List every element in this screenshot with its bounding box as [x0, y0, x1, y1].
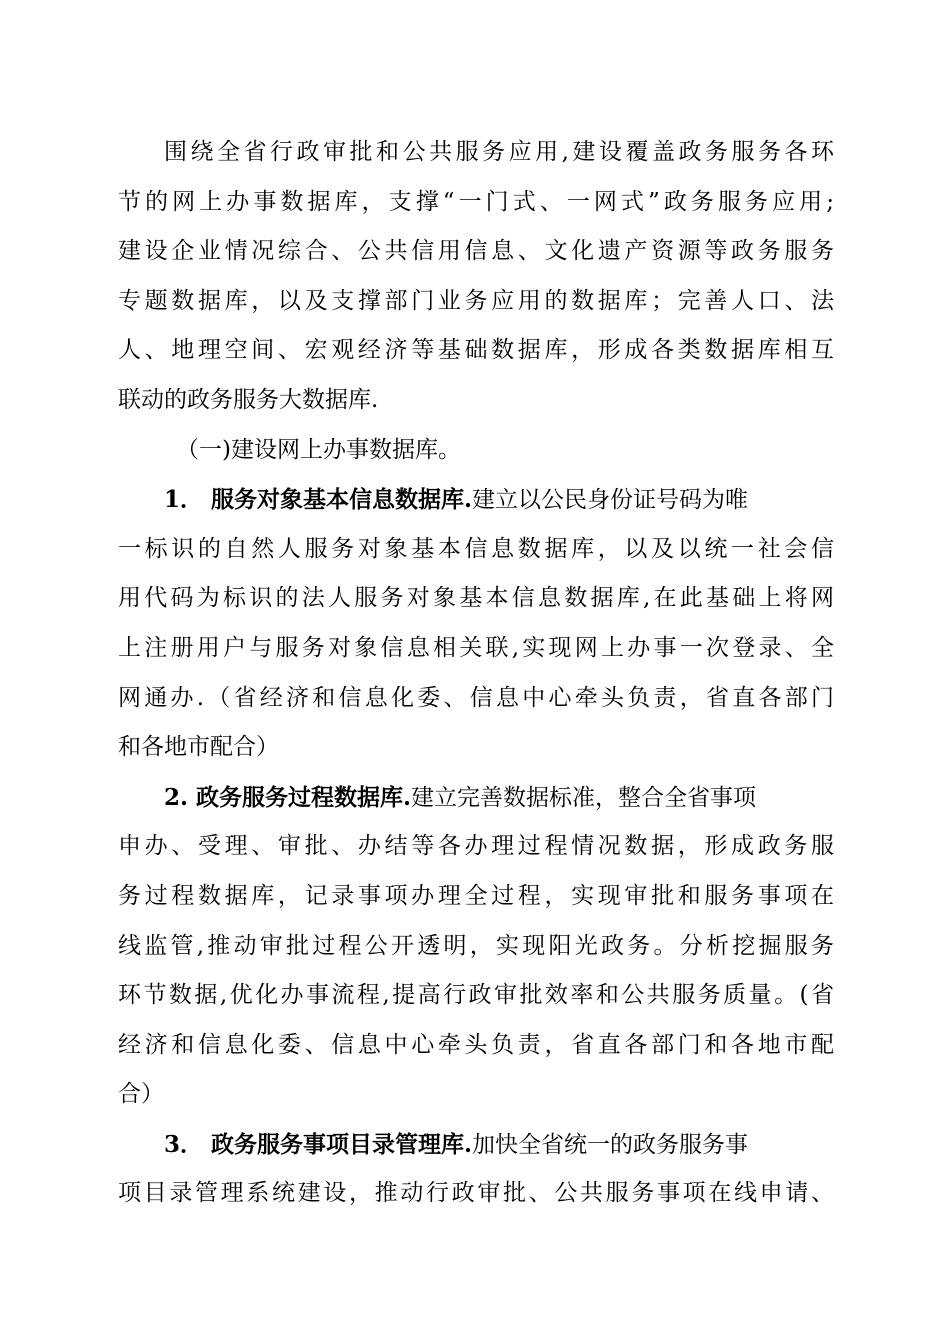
- section-heading: （一)建设网上办事数据库。: [176, 436, 461, 463]
- paragraph-1-line-5: 人、地理空间、宏观经济等基础数据库，形成各类数据库相互: [118, 337, 834, 364]
- item-3-line-2: 项目录管理系统建设，推动行政审批、公共服务事项在线申请、: [118, 1180, 834, 1207]
- item-2-line-7: 合）: [118, 1081, 164, 1108]
- item-2-title: 2. 政务服务过程数据库.: [164, 783, 412, 811]
- paragraph-1-line-3: 建设企业情况综合、公共信用信息、文化遗产资源等政务服务: [118, 238, 834, 265]
- item-1-first-line: [118, 475, 834, 525]
- item-2-text: 建立完善数据标准，整合全省事项: [411, 784, 757, 811]
- item-1-text: 建立以公民身份证号码为唯: [472, 487, 749, 514]
- item-3-text: 加快全省统一的政务服务事: [472, 1131, 749, 1158]
- item-2-line-2: 申办、受理、审批、办结等各办理过程情况数据，形成政务服: [118, 833, 834, 860]
- item-3-first-line: [118, 1120, 834, 1170]
- item-2-line-4: 线监管,推动审批过程公开透明，实现阳光政务。分析挖掘服务: [118, 932, 834, 959]
- paragraph-1-line-6: 联动的政务服务大数据库.: [118, 386, 379, 413]
- item-2-line-5: 环节数据,优化办事流程,提高行政审批效率和公共服务质量。(省: [118, 982, 834, 1009]
- paragraph-1-line-4: 专题数据库，以及支撑部门业务应用的数据库；完善人口、法: [118, 287, 834, 314]
- item-1-line-5: 网通办.（省经济和信息化委、信息中心牵头负责，省直各部门: [118, 684, 834, 711]
- paragraph-1-line-1: 围绕全省行政审批和公共服务应用,建设覆盖政务服务各环: [164, 139, 834, 165]
- item-2-line-3: 务过程数据库，记录事项办理全过程，实现审批和服务事项在: [118, 882, 834, 909]
- item-1-line-4: 上注册用户与服务对象信息相关联,实现网上办事一次登录、全: [118, 634, 834, 661]
- item-1-title: 1． 服务对象基本信息数据库.: [164, 486, 473, 514]
- item-3-title: 3． 政务服务事项目录管理库.: [164, 1130, 473, 1158]
- paragraph-1-line-2: 节的网上办事数据库，支撑“一门式、一网式”政务服务应用;: [118, 188, 834, 215]
- item-2-line-6: 经济和信息化委、信息中心牵头负责，省直各部门和各地市配: [118, 1031, 834, 1058]
- item-2-first-line: [118, 773, 834, 823]
- document-page: [118, 128, 834, 1219]
- item-1-line-2: 一标识的自然人服务对象基本信息数据库，以及以统一社会信: [118, 535, 834, 562]
- item-1-line-3: 用代码为标识的法人服务对象基本信息数据库,在此基础上将网: [118, 585, 834, 612]
- item-1-line-6: 和各地市配合）: [118, 734, 279, 761]
